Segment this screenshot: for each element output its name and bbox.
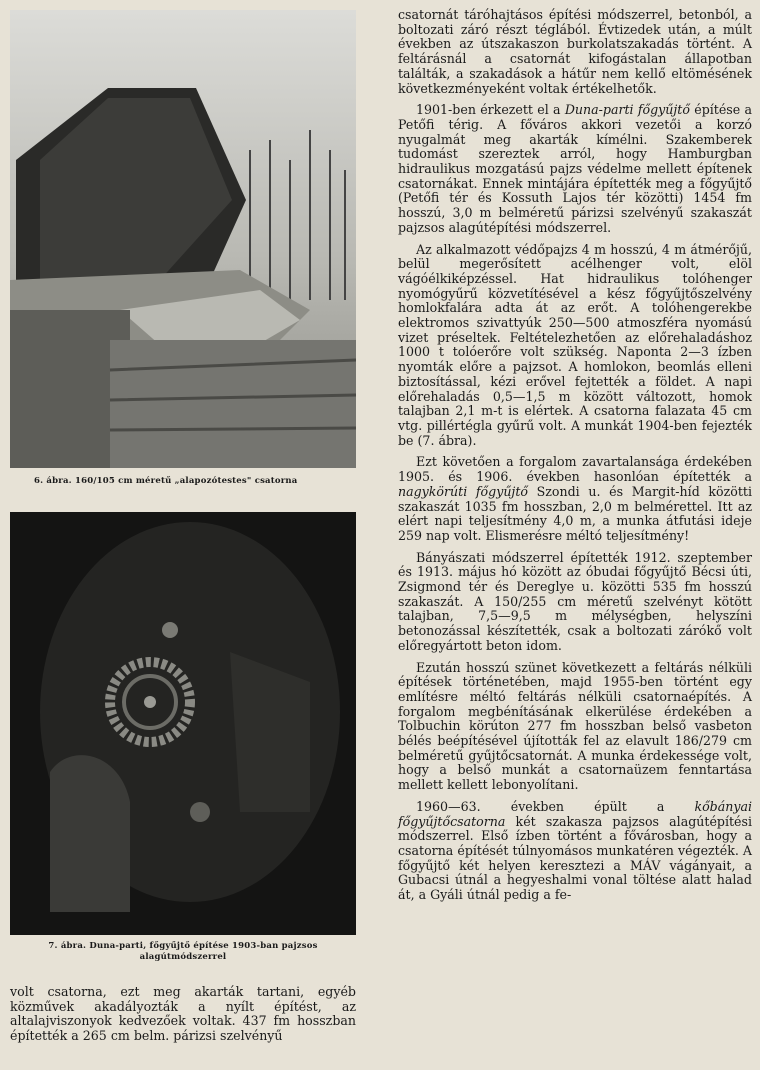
figure-6-illustration (10, 10, 356, 468)
figure-7-photo (10, 512, 356, 935)
emphasis: kőbányai főgyűjtőcsatorna (398, 798, 752, 829)
paragraph-nagykoruti (398, 455, 752, 543)
emphasis: nagykörúti főgyűjtő (398, 483, 528, 499)
figure-6-caption: 6. ábra. 160/105 cm méretű „alapozótestes" csatorna (34, 476, 298, 486)
paragraph-duna-parti (398, 103, 752, 235)
text: Szondi u. és Margit-híd közötti szakaszát 1035 fm hosszban, 2,0 m belmérettel. Itt az elért napi teljesítmény 4,0 m, a munka átfutási ideje 259 nap volt. Elismerésre méltó teljesítmény! (398, 483, 753, 543)
text: 1901-ben érkezett el a (416, 102, 565, 118)
paragraph-kobanyai (398, 800, 752, 903)
text: két szakasza pajzsos alagútépítési módszerrel. Első ízben történt a fővárosban, hogy a csatorna építését túlnyomásos munkatéren végezték. A főgyűjtő két helyen keresztezi a MÁV vágányait, a Gubacsi útnál a hegyeshalmi vonal töltése alatt halad át, a Gyáli útnál pedig a fe- (398, 813, 752, 903)
paragraph: volt csatorna, ezt meg akarták tartani, egyéb közművek akadályozták a nyílt építést, az altalajviszonyok kedvezőek voltak. 437 fm hosszban építették a 265 cm belm. párizsi szelvényű (10, 984, 356, 1044)
paragraph: csatornát táróhajtásos építési módszerrel, betonból, a boltozati záró részt téglából. Évtizedek után, a múlt években az útszakaszon burkolatszakadás történt. A feltárásnál a csatornát kifogástalan állapotban találták, a szakadások a hátűr nem kellő eltömésének következményeként voltak értékelhetők. (398, 7, 752, 96)
paragraph: Az alkalmazott védőpajzs 4 m hosszú, 4 m átmérőjű, belül megerősített acélhenger volt, elöl vágóélkiképzéssel. Hat hidraulikus tolóhenger nyomógyűrű közvetítésével a kész főgyűjtőszelvény homlokfalára adta át az erőt. A tolóhengerekbe elektromos szivattyúk 250—500 atmoszféra nyomású vizet préseltek. Feltételezhetően az előrehaladáshoz 1000 t tolóerőre volt szükség. Naponta 2—3 ízben nyomták előre a pajzsot. A homlokon, beomlás elleni biztosítással, kézi erővel fejtették a földet. A napi előrehaladás 0,5—1,5 m között változott, homok talajban 2,1 m-t is elértek. A csatorna falazata 45 cm vtg. pillértégla gyűrű volt. A munkát 1904-ben fejezték be (7. ábra). (398, 241, 752, 448)
right-text-column (398, 8, 752, 910)
figure-7-caption: 7. ábra. Duna-parti, főgyűjtő építése 1903-ban pajzsos alagútmódszerrel (48, 941, 318, 962)
text: építése a Petőfi térig. A főváros akkori vezetői a korzó nyugalmát meg akarták kímélni. Szakemberek tudomást szereztek arról, hogy Hamburgban hidraulikus mozgatású pajzs védelme mellett építenek csatornákat. Ennek mintájára építették meg a főgyűjtő (Petőfi tér és Kossuth Lajos tér közötti) 1454 fm hosszú, 3,0 m belméretű párizsi szelvényű szakaszát pajzsos alagútépítési módszerrel. (398, 102, 752, 235)
left-text-column (10, 985, 356, 1051)
text: Ezt követően a forgalom zavartalansága érdekében 1905. és 1906. években hasonlóan építették a (398, 454, 752, 485)
paragraph: Bányászati módszerrel építették 1912. szeptember és 1913. május hó között az óbudai főgyűjtő Bécsi úti, Zsigmond tér és Dereglye u. közötti 535 fm hosszú szakaszát. A 150/255 cm méretű szelvényt kötött talajban, 7,5—9,5 m mélységben, helyszíni betonozással készítették, csak a boltozati zárókő volt előregyártott beton idom. (398, 549, 752, 653)
text: 1960—63. években épült a (416, 798, 695, 814)
figure-7-illustration (10, 512, 356, 935)
figure-6-photo (10, 10, 356, 468)
emphasis: Duna-parti főgyűjtő (564, 102, 690, 118)
paragraph: Ezután hosszú szünet következett a feltárás nélküli építések történetében, majd 1955-ben történt egy említésre méltó feltárás nélküli csatornaépítés. A forgalom megbénításának elkerülése érdekében a Tolbuchin körúton 277 fm hosszban belső vasbeton bélés beépítésével újították fel az elavult 186/279 cm belméretű gyűjtőcsatornát. A munka érdekessége volt, hogy a belső munkát a csatornaüzem fenntartása mellett kellett lebonyolítani. (398, 659, 752, 793)
